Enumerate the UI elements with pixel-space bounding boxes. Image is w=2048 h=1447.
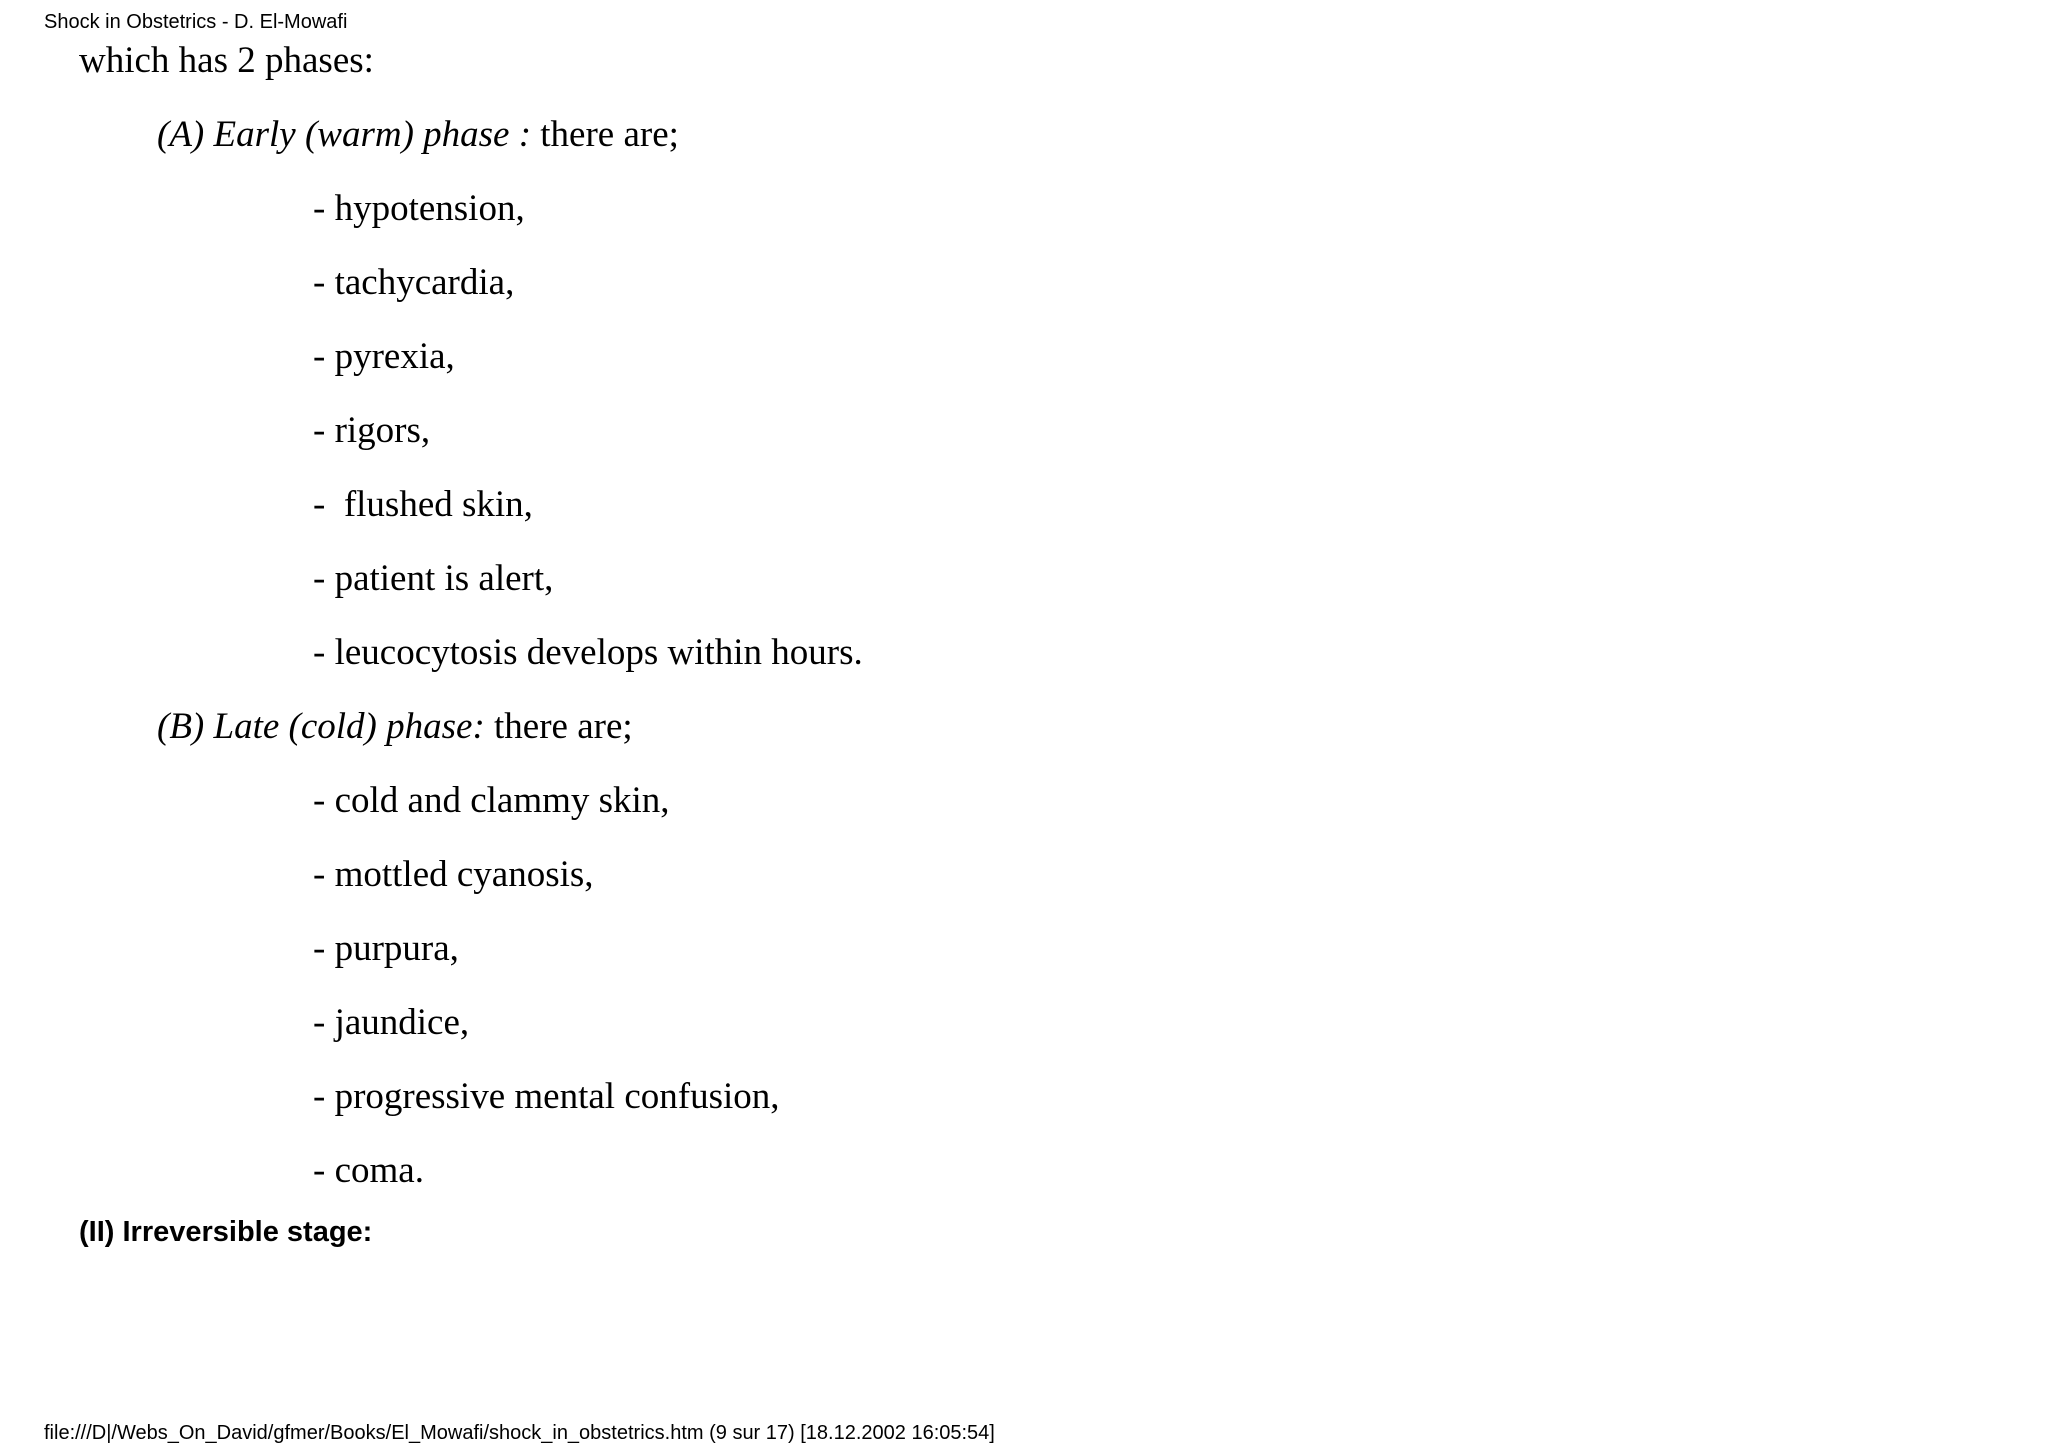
phase-b-item: - cold and clammy skin, (313, 780, 670, 821)
phase-b-item: - coma. (313, 1150, 424, 1191)
phase-a-item: - leucocytosis develops within hours. (313, 632, 863, 673)
phase-a-item: - patient is alert, (313, 558, 554, 599)
phase-b-item: - mottled cyanosis, (313, 854, 594, 895)
phase-b-item: - jaundice, (313, 1002, 470, 1043)
page-header-title: Shock in Obstetrics - D. El-Mowafi (44, 11, 348, 33)
phase-a-suffix: there are; (531, 114, 679, 155)
phase-b-item: - progressive mental confusion, (313, 1076, 780, 1117)
irreversible-stage-heading: (II) Irreversible stage: (79, 1216, 373, 1248)
phase-a-item: - pyrexia, (313, 336, 455, 377)
phase-b-label: (B) Late (cold) phase: (157, 706, 485, 747)
phase-b-item: - purpura, (313, 928, 459, 969)
phase-b-heading (157, 704, 633, 750)
phase-a-heading (157, 112, 679, 158)
phase-a-item: - rigors, (313, 410, 431, 451)
phase-a-label: (A) Early (warm) phase : (157, 114, 532, 155)
intro-text: which has 2 phases: (79, 40, 374, 81)
phase-a-item: - hypotension, (313, 188, 525, 229)
phase-a-item: - tachycardia, (313, 262, 515, 303)
page-footer-path: file:///D|/Webs_On_David/gfmer/Books/El_Mowafi/shock_in_obstetrics.htm (9 sur 17) [18.12.2002 16:05:54] (44, 1422, 995, 1444)
phase-a-item: - flushed skin, (313, 484, 533, 525)
phase-b-suffix: there are; (484, 706, 633, 747)
